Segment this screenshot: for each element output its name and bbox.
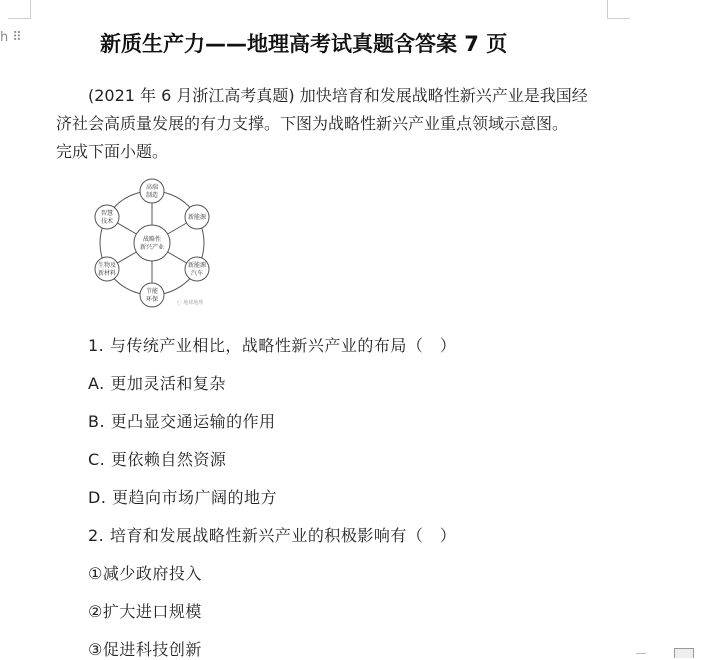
- intro-line-3: 完成下面小题。: [56, 142, 169, 161]
- drag-handle-icon[interactable]: ⠿: [12, 30, 21, 45]
- page-corner-mark-left: [8, 0, 31, 19]
- node-label: 制造: [145, 192, 159, 199]
- node-label: 环保: [145, 296, 159, 303]
- question-2: 2. 培育和发展战略性新兴产业的积极影响有（ ）: [88, 526, 457, 545]
- node-circle: [140, 179, 164, 203]
- question-1-option-a: A. 更加灵活和复杂: [88, 374, 226, 393]
- node-label: 新材料: [97, 270, 117, 277]
- node-label: 技术: [100, 218, 114, 225]
- intro-line-2: 济社会高质量发展的有力支撑。下图为战略性新兴产业重点领域示意图。: [56, 114, 569, 133]
- node-label: 高端: [145, 184, 159, 191]
- question-1: 1. 与传统产业相比，战略性新兴产业的布局（ ）: [88, 336, 457, 355]
- node-label: 新能源: [187, 214, 207, 221]
- intro-line-1: (2021 年 6 月浙江高考真题) 加快培育和发展战略性新兴产业是我国经: [88, 86, 588, 105]
- question-2-item-2: ②扩大进口规模: [88, 602, 202, 621]
- intro-paragraph: [56, 82, 616, 166]
- diagram-watermark: ⓒ 地球地理: [176, 300, 204, 306]
- paragraph-gutter: [0, 30, 21, 45]
- gutter-label: h: [0, 30, 9, 45]
- node-circle: [95, 257, 119, 281]
- node-label: 智慧: [100, 210, 114, 217]
- node-label: 生物及: [97, 262, 117, 269]
- question-2-item-3: ③促进科技创新: [88, 640, 202, 659]
- node-circle: [95, 205, 119, 229]
- node-label: 节能: [145, 288, 159, 295]
- document-title: 新质生产力——地理高考试真题含答案 7 页: [100, 32, 508, 56]
- node-circle: [185, 257, 209, 281]
- question-2-item-1: ①减少政府投入: [88, 564, 202, 583]
- center-label-1: 战略性: [142, 236, 162, 243]
- industry-diagram: [86, 176, 218, 310]
- page-corner-mark-right: [607, 0, 630, 19]
- center-label-2: 新兴产业: [139, 244, 165, 251]
- page-bottom-mark: [636, 653, 646, 658]
- node-label: 汽车: [190, 270, 204, 277]
- center-node: [134, 225, 170, 261]
- question-1-option-b: B. 更凸显交通运输的作用: [88, 412, 276, 431]
- node-label: 新能源: [187, 262, 207, 269]
- question-1-option-c: C. 更依赖自然资源: [88, 450, 227, 469]
- question-1-option-d: D. 更趋向市场广阔的地方: [88, 488, 277, 507]
- industry-diagram-svg: [86, 176, 218, 310]
- node-circle: [140, 283, 164, 307]
